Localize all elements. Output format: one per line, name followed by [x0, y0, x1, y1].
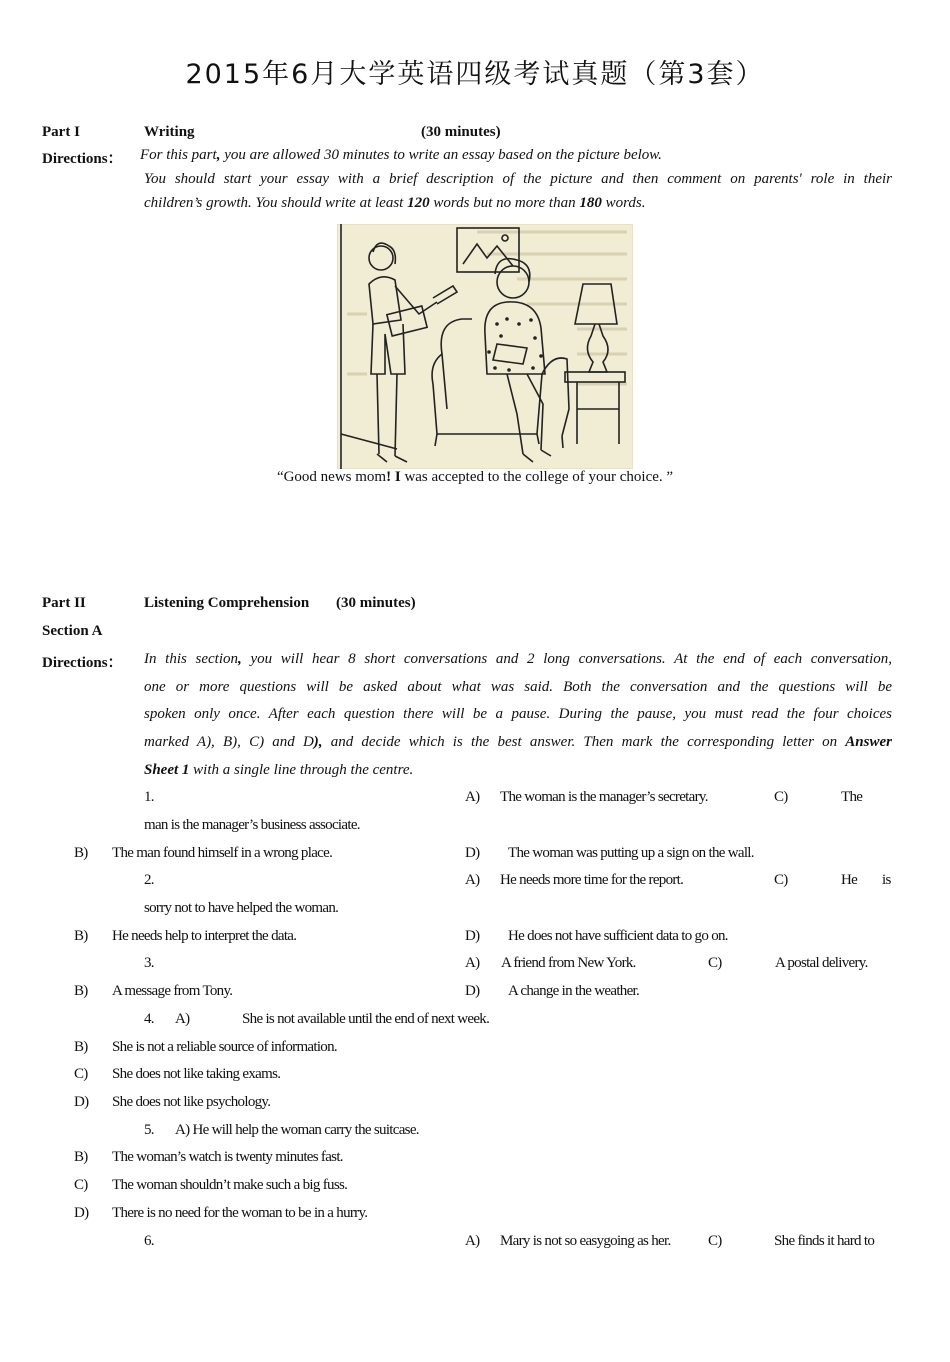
option-letter: C) [774, 872, 788, 888]
option-text: A message from Tony. [112, 983, 233, 999]
option-text: man is the manager’s business associate. [144, 817, 360, 833]
page-title: 2015年6月大学英语四级考试真题（第3套） [185, 59, 765, 90]
option-letter: D) [465, 845, 480, 861]
option-text: Mary is not so easygoing as her. [500, 1233, 671, 1249]
option-letter: A) [465, 789, 480, 805]
cartoon-image [337, 224, 633, 469]
part2-directions-line1: In this section, you will hear 8 short conversations and 2 long conversations. At the end of each conversation, [144, 651, 893, 667]
part2-directions-line2: one or more questions will be asked about what was said. Both the conversation and the questions will be [144, 679, 892, 695]
option-text: The woman shouldn’t make such a big fuss. [112, 1177, 348, 1193]
part1-time: (30 minutes) [421, 124, 501, 140]
part2-name: Listening Comprehension [144, 595, 310, 611]
part1-directions-label: Directions： [42, 151, 123, 167]
option-text: She does not like taking exams. [112, 1066, 281, 1082]
option-letter: D) [74, 1205, 89, 1221]
option-letter: B) [74, 928, 88, 944]
option-text: He needs help to interpret the data. [112, 928, 297, 944]
option-text: She is not available until the end of next week. [242, 1011, 490, 1027]
part1-directions-line2: You should start your essay with a brief description of the picture and then comment on parents' role in their [144, 171, 892, 187]
option-letter: D) [74, 1094, 89, 1110]
option-text: is [882, 872, 891, 888]
question-number: 4. [144, 1011, 154, 1027]
part2-label: Part II [42, 595, 86, 611]
option-letter: C) [774, 789, 788, 805]
cartoon-caption: “Good news mom! I was accepted to the college of your choice. ” [276, 469, 674, 485]
option-letter: B) [74, 845, 88, 861]
option-letter: C) [708, 955, 722, 971]
option-text: He needs more time for the report. [500, 872, 684, 888]
option-text: A postal delivery. [775, 955, 868, 971]
option-text: sorry not to have helped the woman. [144, 900, 339, 916]
option-letter: C) [74, 1066, 88, 1082]
part2-directions-line4: marked A), B), C) and D), and decide which is the best answer. Then mark the corresponding letter on Answer [144, 734, 892, 750]
question-number: 6. [144, 1233, 154, 1249]
part1-directions-line1: For this part, you are allowed 30 minutes to write an essay based on the picture below. [140, 147, 662, 163]
option-text: She finds it hard to [774, 1233, 875, 1249]
option-text: He does not have sufficient data to go on. [508, 928, 728, 944]
option-text: The [841, 789, 863, 805]
question-number: 5. [144, 1122, 154, 1138]
option-letter: B) [74, 983, 88, 999]
option-letter: C) [74, 1177, 88, 1193]
option-text: A) He will help the woman carry the suitcase. [175, 1122, 419, 1138]
option-letter: B) [74, 1149, 88, 1165]
option-text: She is not a reliable source of information. [112, 1039, 337, 1055]
option-text: A change in the weather. [508, 983, 640, 999]
part2-time: (30 minutes) [336, 595, 416, 611]
option-letter: A) [465, 955, 480, 971]
option-text: A friend from New York. [501, 955, 636, 971]
option-text: The woman is the manager’s secretary. [500, 789, 708, 805]
part2-directions-label: Directions： [42, 655, 123, 671]
question-number: 1. [144, 789, 154, 805]
option-letter: D) [465, 983, 480, 999]
part2-directions-line3: spoken only once. After each question there will be a pause. During the pause, you must read the four choices [144, 706, 892, 722]
option-text: The woman’s watch is twenty minutes fast. [112, 1149, 343, 1165]
option-letter: B) [74, 1039, 88, 1055]
option-text: She does not like psychology. [112, 1094, 271, 1110]
question-number: 2. [144, 872, 154, 888]
option-letter: A) [465, 1233, 480, 1249]
option-text: He [841, 872, 858, 888]
option-text: There is no need for the woman to be in a hurry. [112, 1205, 368, 1221]
option-letter: C) [708, 1233, 722, 1249]
option-text: The woman was putting up a sign on the wall. [508, 845, 754, 861]
option-text: The man found himself in a wrong place. [112, 845, 333, 861]
option-letter: A) [465, 872, 480, 888]
question-number: 3. [144, 955, 154, 971]
part1-name: Writing [144, 124, 195, 140]
part1-label: Part I [42, 124, 80, 140]
part1-directions-line3: children’s growth. You should write at least 120 words but no more than 180 words. [144, 195, 646, 211]
section-a-label: Section A [42, 623, 103, 639]
option-letter: A) [175, 1011, 190, 1027]
option-letter: D) [465, 928, 480, 944]
part2-directions-line5: Sheet 1 with a single line through the centre. [144, 762, 414, 778]
